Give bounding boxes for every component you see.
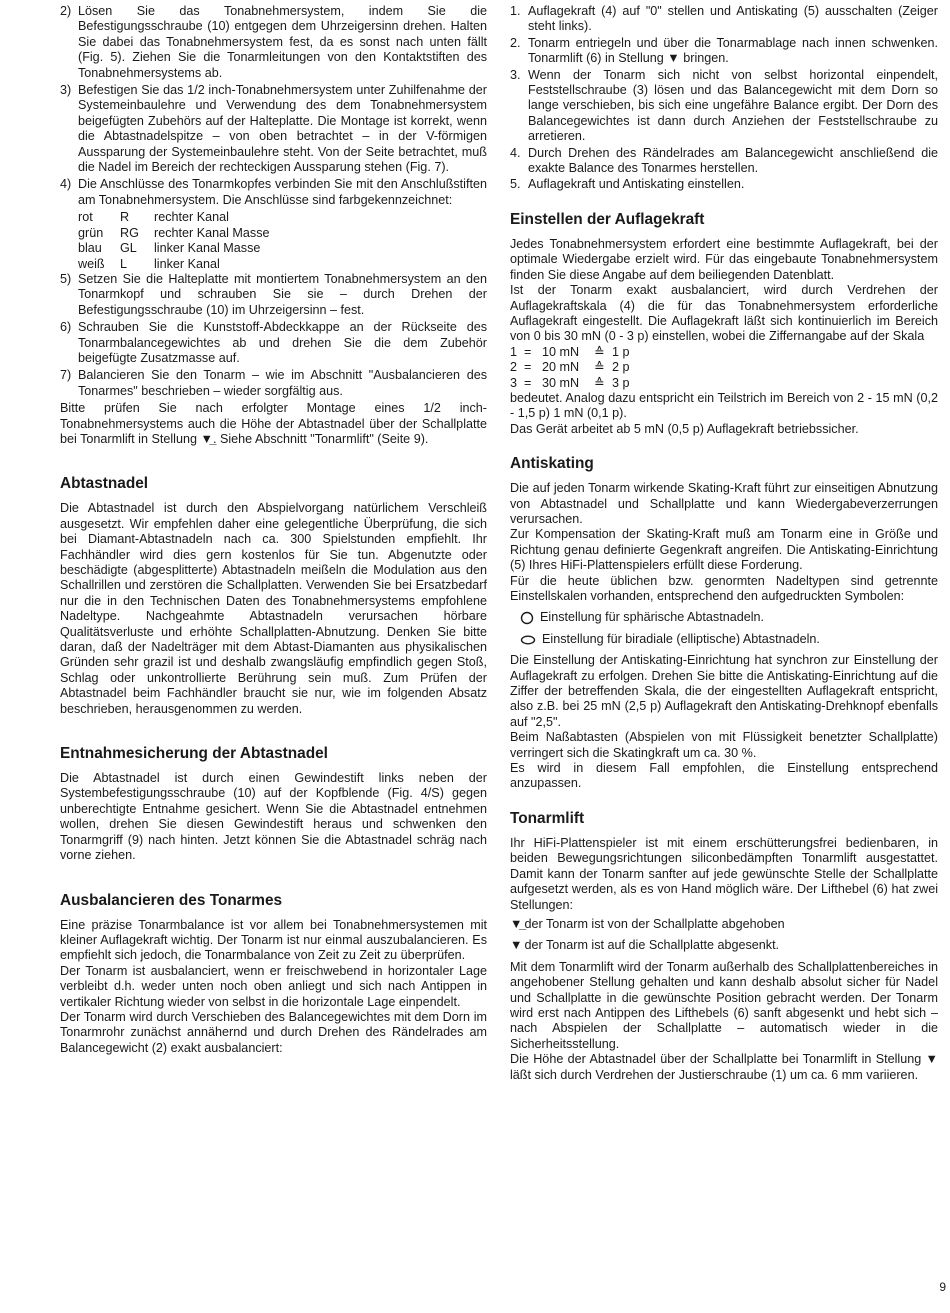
list-item [60,368,487,399]
text-antiskating-5: Beim Naßabtasten (Abspielen von mit Flüssigkeit benetzter Schallplatte) verringert sich die Skatingkraft um ca. 30 %. [510,730,938,760]
item-number: 1. [510,4,521,18]
wire-color-row [78,210,487,225]
force-scale-row [510,345,938,360]
item-text: Setzen Sie die Halteplatte mit montiertem Tonabnehmersystem an den Tonarmkopf und schrauben Sie sie – durch Drehen der Befestigungsschraube (10) im Uhrzeigersinn – fest. [78,271,487,317]
text-antiskating-6: Es wird in diesem Fall empfohlen, die Einstellung entsprechend anzupassen. [510,761,938,791]
item-text: Durch Drehen des Rändelrades am Balancegewicht anschließend die exakte Balance des Tonarmes herstellen. [528,145,938,176]
wire-color-table [78,210,487,272]
item-text: Lösen Sie das Tonabnehmersystem, indem Sie die Befestigungsschraube (10) entgegen dem Uhrzeigersinn drehen. Halten Sie dabei das Tonabnehmersystem fest, da es sonst nach unten fällt (Fig. 5). Ziehen Sie die Tonarmleitungen von den Kontaktstiften des Tonabnehmersystems ab. [78,4,487,80]
list-item [510,146,938,177]
left-column [60,4,487,1056]
item-number: 7) [60,368,72,383]
wire-color-a: GL [120,241,137,256]
item-text: Tonarm entriegeln und über die Tonarmablage nach innen schwenken. Tonarmlift (6) in Stellung ▼ bringen. [528,35,938,66]
wire-color-a: RG [120,225,139,240]
force-scale-eq: = [524,375,532,390]
heading-entnahme: Entnahmesicherung der Abtastnadel [60,745,328,763]
symbol-spherical: Einstellung für sphärische Abtastnadeln. [520,610,938,625]
lift-position-down: ▼ der Tonarm ist auf die Schallplatte abgesenkt. [510,938,780,953]
force-scale-mn: 30 mN [542,375,580,390]
text-tonarmlift-3: Die Höhe der Abtastnadel über der Schallplatte bei Tonarmlift in Stellung ▼ läßt sich durch Verdrehen der Justierschraube (1) um ca. 6 mm variieren. [510,1052,938,1082]
lift-position-up: ▼̲ der Tonarm ist von der Schallplatte abgehoben [510,916,785,931]
item-number: 3. [510,67,521,82]
text-tonarmlift-1: Ihr HiFi-Plattenspieler ist mit einem erschütterungsfrei bedienbaren, in beiden Bewegungsrichtungen siliconbedämpften Tonarmlift ausgestattet. Damit kann der Tonarm sanfter auf jede gewünschte Stelle der Schallplatte aufgesetzt werden, als es von Hand möglich wäre. Der Lifthebel (6) hat zwei Stellungen: [510,835,938,912]
item-number: 4. [510,145,521,160]
text-antiskating-4: Die Einstellung der Antiskating-Einrichtung hat synchron zur Einstellung der Auflagekraft zu erfolgen. Drehen Sie bitte die Antiskating-Einrichtung auf die Ziffer der betreffenden Skala, die der eingestellten Auflagekraft entspricht, also z.B. bei 25 mN (2,5 p) Auflagekraft den Antiskating-Drehknopf ebenfalls auf "2,5". [510,653,938,729]
force-scale-cor: ≙ [594,344,605,359]
force-scale-mn: 20 mN [542,360,580,375]
assembly-steps-continued [60,272,487,399]
text-antiskating-1: Die auf jeden Tonarm wirkende Skating-Kraft führt zur einseitigen Abnutzung von Abtastnadel und Schallplatte und kann Wiedergabeverzerrungen verursachen. [510,481,938,526]
item-number: 2. [510,35,521,50]
wire-color-c: weiß [78,256,105,271]
item-number: 6) [60,320,72,335]
wire-color-c: rot [78,210,93,225]
force-scale-eq: = [524,344,532,359]
wire-color-d: linker Kanal Masse [154,241,261,256]
text-ausbalancieren-3: Der Tonarm wird durch Verschieben des Balancegewichtes mit dem Dorn im Tonarmrohr zunächst annähernd und durch Drehen des Rändelrades am Balancegewicht (2) exakt ausbalanciert: [60,1009,487,1055]
wire-color-row [78,257,487,272]
heading-abtastnadel: Abtastnadel [60,475,149,493]
lift-up-icon: ▼̲ [200,431,213,446]
list-item [60,4,487,81]
list-item [510,4,938,35]
force-scale-mn: 10 mN [542,344,580,359]
force-scale-row [510,360,938,375]
item-number: 4) [60,177,72,192]
wire-color-a: R [120,210,130,225]
text-ausbalancieren-2: Der Tonarm ist ausbalanciert, wenn er freischwebend in horizontaler Lage verbleibt d.h. weder unten noch oben anliegt und sich nach Antippen in vertikaler Richtung wieder von selbst in die horizontale Lage einpendelt. [60,963,487,1009]
after-assembly-note: Bitte prüfen Sie nach erfolgter Montage eines 1/2 inch-Tonabnehmersystems auch die Höhe der Abtastnadel über der Schallplatte bei Tonarmlift in Stellung ▼̲. Siehe Abschnitt "Tonarmlift" (Seite 9). [60,401,487,446]
heading-auflagekraft: Einstellen der Auflagekraft [510,210,705,228]
item-number: 2) [60,4,72,18]
lift-up-icon: ▼̲ [510,916,523,931]
force-scale-p: 3 p [612,375,630,390]
text-tonarmlift-2: Mit dem Tonarmlift wird der Tonarm außerhalb des Schallplattenbereiches in angehobener Stellung gehalten und kann deshalb absolut sicher für Nadel und Schallplatte in die gewünschte Position gebracht werden. Der Tonarm wird erst nach Antippen des Lifthebels (6) sanft abgesenkt und hebt sich – nach Abspielen der Schallplatte – automatisch wieder in die Sicherheitsstellung. [510,959,938,1051]
text-auflagekraft-2: Ist der Tonarm exakt ausbalanciert, wird durch Verdrehen der Auflagekraftskala (4) die für das Tonabnehmersystem erforderliche Auflagekraft eingestellt. Die Auflagekraft läßt sich kontinuierlich im Bereich von 0 bis 30 mN (0 - 3 p) einstellen, wobei die Ziffernangabe auf der Skala [510,283,938,344]
text-auflagekraft-4: Das Gerät arbeitet ab 5 mN (0,5 p) Auflagekraft betriebssicher. [510,421,859,436]
text-antiskating-3: Für die heute üblichen bzw. genormten Nadeltypen sind getrennte Einstellskalen vorhanden, entsprechend den aufgedruckten Symbolen: [510,573,938,603]
force-scale-table [510,345,938,391]
right-column [510,4,938,1083]
wire-color-c: grün [78,225,104,240]
force-scale-n: 3 [510,375,518,390]
force-scale-row [510,376,938,391]
force-scale-cor: ≙ [594,360,605,375]
force-scale-p: 2 p [612,360,630,375]
list-item [60,177,487,208]
list-item [60,83,487,175]
wire-color-row [78,226,487,241]
force-scale-eq: = [524,360,532,375]
force-scale-n: 2 [510,360,518,375]
force-scale-p: 1 p [612,344,630,359]
item-text: Die Anschlüsse des Tonarmkopfes verbinden Sie mit den Anschlußstiften am Tonabnehmersystem. Die Anschlüsse sind farbgekennzeichnet: [78,177,487,207]
wire-color-c: blau [78,241,102,256]
list-item [510,68,938,145]
item-text: Auflagekraft (4) auf "0" stellen und Antiskating (5) ausschalten (Zeiger steht links). [528,4,938,34]
wire-color-d: rechter Kanal Masse [154,225,270,240]
balance-steps [510,4,938,193]
list-item [60,272,487,318]
force-scale-n: 1 [510,344,518,359]
item-number: 3) [60,83,72,98]
text-ausbalancieren-1: Eine präzise Tonarmbalance ist vor allem bei Tonabnehmersystemen mit kleiner Auflagekraft wichtig. Der Tonarm ist nur einmal auszubalancieren. Es empfiehlt sich jedoch, die Tonarmbalance von Zeit zu Zeit zu überprüfen. [60,917,487,963]
item-number: 5. [510,177,521,192]
list-item [510,177,938,192]
item-number: 5) [60,271,72,286]
text-entnahme: Die Abtastnadel ist durch einen Gewindestift links neben der Systembefestigungsschraube (10) auf der Kopfblende (Fig. 4/S) gegen unberechtigte Entnahme gesichert. Wenn Sie die Abtastnadel entnehmen wollen, drehen Sie diesen Gewindestift heraus und schwenken den Tonarmgriff (9) nach hinten. Jetzt können Sie die Abtastnadel schräg nach vorne ziehen. [60,771,487,863]
item-text: Befestigen Sie das 1/2 inch-Tonabnehmersystem unter Zuhilfenahme der Systemeinbaulehre und Verwendung des dem Tonabnehmersystem beigefügten Zubehörs auf der Halteplatte. Die Montage ist korrekt, wenn die Abtastnadelspitze – von oben betrachtet – in der V-förmigen Aussparung der Systemeinbaulehre steht. Von der Seite betrachtet, muß die Nadel im Bereich der rechteckigen Aussparung stehen (Fig. 7). [78,83,487,175]
item-text: Balancieren Sie den Tonarm – wie im Abschnitt "Ausbalancieren des Tonarmes" beschrieben – wieder sorgfältig aus. [78,368,487,398]
wire-color-a: L [120,256,128,271]
text-abtastnadel: Die Abtastnadel ist durch den Abspielvorgang natürlichem Verschleiß ausgesetzt. Wir empfehlen daher eine gelegentliche Überprüfung, die sich bei Diamant-Abtastnadeln nach ca. 300 Spielstunden empfiehlt. Ihr Fachhändler wird dies gern kostenlos für Sie tun. Abgenutzte oder beschädigte (abgesplitterte) Abtastnadeln meißeln die Modulation aus den Schallrillen und zerstören die Schallplatten. Verwenden Sie bei Ersatzbedarf nur die in den Technischen Daten des Tonabnehmersystems empfohlene Nadeltype. Nachgeahmte Abtastnadeln verursachen hörbare Qualitätsverluste und erhöhte Schallplatten-Abnutzung. Denken Sie bitte daran, daß der Nadelträger mit dem Abtast-Diamanten aus physikalischen Gründen sehr grazil ist und deshalb zwangsläufig empfindlich gegen Stoß, Schlag oder unkontrollierte Berührung sein muß. Zum Prüfen der Abtastnadel beim Fachhändler braucht sie nur, wie im folgenden Absatz beschrieben, herausgenommen zu werden. [60,501,487,716]
wire-color-row [78,241,487,256]
heading-antiskating: Antiskating [510,455,594,473]
list-item [510,36,938,67]
page-number: 9 [939,1279,946,1294]
symbol-biradial: Einstellung für biradiale (elliptische) Abtastnadeln. [520,632,938,647]
wire-color-d: rechter Kanal [154,210,229,225]
wire-color-d: linker Kanal [154,256,220,271]
text-auflagekraft-1: Jedes Tonabnehmersystem erfordert eine bestimmte Auflagekraft, bei der optimale Wiedergabe erzielt wird. Für das eingebaute Tonabnehmersystem finden Sie diese Angabe auf dem beiliegenden Datenblatt. [510,236,938,282]
text-auflagekraft-3: bedeutet. Analog dazu entspricht ein Teilstrich im Bereich von 2 - 15 mN (0,2 - 1,5 p) 1 mN (0,1 p). [510,390,938,421]
heading-ausbalancieren: Ausbalancieren des Tonarmes [60,891,283,909]
lift-down-icon: ▼ [510,938,523,953]
force-scale-cor: ≙ [594,375,605,390]
list-item [60,320,487,366]
assembly-steps [60,4,487,208]
ellipse-symbol-icon [520,634,536,646]
circle-symbol-icon [520,611,534,625]
item-text: Auflagekraft und Antiskating einstellen. [528,177,745,192]
heading-tonarmlift: Tonarmlift [510,809,585,827]
text-antiskating-2: Zur Kompensation der Skating-Kraft muß am Tonarm eine in Größe und Richtung genau definierte Gegenkraft angreifen. Die Antiskating-Einrichtung (5) Ihres HiFi-Plattenspielers erfüllt diese Forderung. [510,527,938,573]
item-text: Schrauben Sie die Kunststoff-Abdeckkappe an der Rückseite des Tonarmbalancegewichtes ab und drehen Sie die dem Zubehör beigefügte Zusatzmasse auf. [78,320,487,365]
item-text: Wenn der Tonarm sich nicht von selbst horizontal einpendelt, Feststellschraube (3) lösen und das Balancegewicht mit dem Dorn so lange verschieben, bis sich eine ungefähre Balance ergibt. Der Dorn des Balancegewichtes ist dann durch Anziehen der Feststellschraube zu arretieren. [528,67,938,144]
